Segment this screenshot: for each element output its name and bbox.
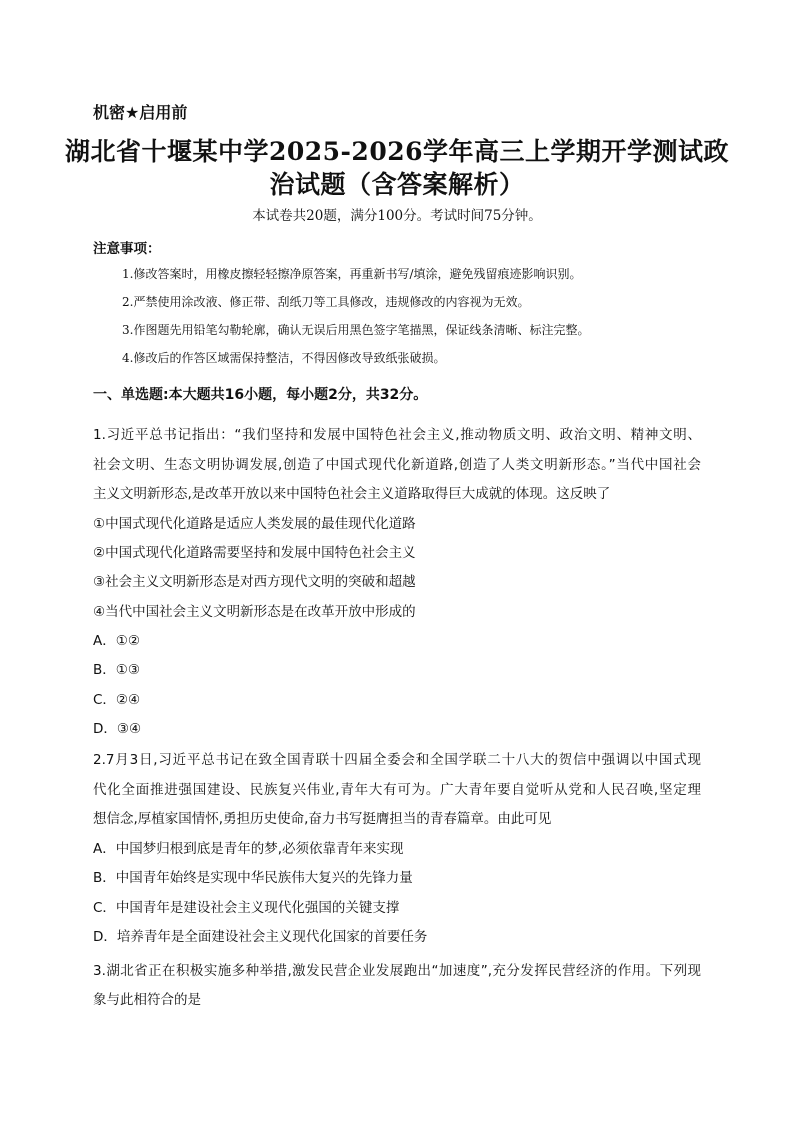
statement-item: ④当代中国社会主义文明新形态是在改革开放中形成的	[93, 604, 416, 620]
answer-option: D．③④	[93, 721, 142, 737]
question-stem-line: 代化全面推进强国建设、民族复兴伟业,青年大有可为。广大青年要自觉听从党和人民召唤,坚定理	[93, 782, 701, 798]
answer-option: C．②④	[93, 692, 141, 708]
notice-item: 4.修改后的作答区域需保持整洁，不得因修改导致纸张破损。	[122, 351, 446, 365]
secret-label: 机密★启用前	[93, 103, 188, 122]
exam-title-line1: 湖北省十堰某中学2025-2026学年高三上学期开学测试政	[64, 137, 730, 166]
answer-option: A．中国梦归根到底是青年的梦,必须依靠青年来实现	[93, 841, 404, 857]
question-stem-line: 2.7月3日,习近平总书记在致全国青联十四届全委会和全国学联二十八大的贺信中强调以中国式现	[93, 752, 701, 768]
statement-item: ①中国式现代化道路是适应人类发展的最佳现代化道路	[93, 516, 416, 532]
answer-option: B．中国青年始终是实现中华民族伟大复兴的先锋力量	[93, 870, 413, 886]
question-stem-line: 1.习近平总书记指出：“我们坚持和发展中国特色社会主义,推动物质文明、政治文明、精神文明、	[93, 427, 701, 443]
section-heading: 一、单选题:本大题共16小题，每小题2分，共32分。	[93, 387, 428, 403]
answer-option: B．①③	[93, 662, 140, 678]
notice-item: 3.作图题先用铅笔勾勒轮廓，确认无误后用黑色签字笔描黑，保证线条清晰、标注完整。	[122, 323, 590, 337]
answer-option: C．中国青年是建设社会主义现代化强国的关键支撑	[93, 900, 400, 916]
answer-option: D．培养青年是全面建设社会主义现代化国家的首要任务	[93, 929, 428, 945]
statement-item: ②中国式现代化道路需要坚持和发展中国特色社会主义	[93, 545, 416, 561]
question-stem-line: 想信念,厚植家国情怀,勇担历史使命,奋力书写挺膺担当的青春篇章。由此可见	[93, 811, 552, 827]
notice-heading: 注意事项：	[93, 241, 161, 257]
notice-item: 2.严禁使用涂改液、修正带、刮纸刀等工具修改，违规修改的内容视为无效。	[122, 295, 530, 309]
answer-option: A．①②	[93, 633, 140, 649]
statement-item: ③社会主义文明新形态是对西方现代文明的突破和超越	[93, 574, 416, 590]
question-stem-line: 主义文明新形态,是改革开放以来中国特色社会主义道路取得巨大成就的体现。这反映了	[93, 486, 611, 502]
notice-item: 1.修改答案时，用橡皮擦轻轻擦净原答案，再重新书写/填涂，避免残留痕迹影响识别。	[122, 267, 582, 281]
question-stem-line: 社会文明、生态文明协调发展,创造了中国式现代化新道路,创造了人类文明新形态。”当代中国社会	[93, 457, 701, 473]
exam-subtitle: 本试卷共20题，满分100分。考试时间75分钟。	[252, 208, 542, 224]
question-stem-line: 3.湖北省正在积极实施多种举措,激发民营企业发展跑出“加速度”,充分发挥民营经济的作用。下列现	[93, 963, 701, 979]
exam-title-line2: 治试题（含答案解析）	[269, 170, 525, 199]
question-stem-line: 象与此相符合的是	[93, 992, 201, 1008]
